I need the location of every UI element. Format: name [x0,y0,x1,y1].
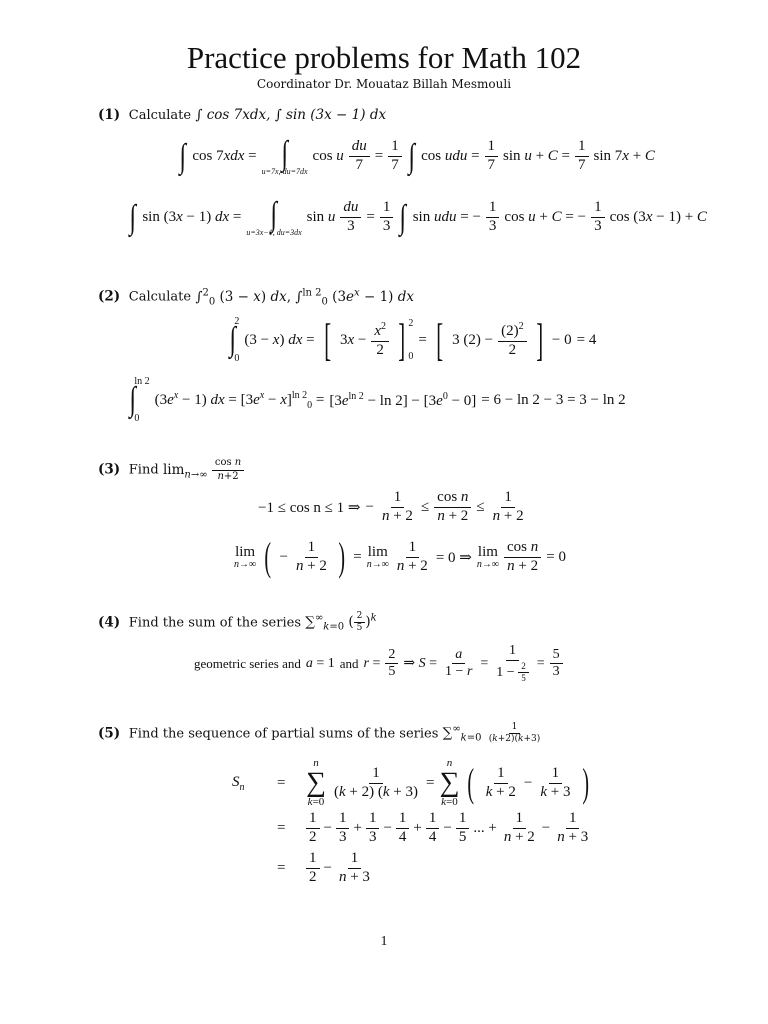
problem-3-bounds: −1 ≤ cos n ≤ 1 ⇒ − $\frac{1}{n + 2}$ ≤ $\frac{\text{cos n}}{n + 2}$ ≤ $\frac{1}{n + 2}$ [258,489,524,524]
problem-3-limit: lim n→∞ ( − $\frac{1}{n + 2}$ ) = lim n→∞ $\frac{1}{n + 2}$ = 0 ⇒ lim n→∞ $\frac{\text{cos n}}{n + 2}$ = 0 [234,534,566,579]
page-title: Practice problems for Math 102 [186,40,582,75]
problem-1-substitution-b: u=3x−1, du=3dx [246,228,302,237]
problem-4-statement: geometric series and [194,655,301,671]
problem-2-result-b: = 6 − ln 2 − 3 = 3 − ln 2 [481,391,626,408]
problem-1-number: (1) [98,107,121,123]
problem-4-heading [98,612,377,634]
problem-3-prompt: Find [128,462,159,478]
problem-4-prompt: Find the sum of the series [128,615,301,631]
problem-5-prompt-math: $\sum^\infty_{k=0}$ $\frac{1}{(k+2)(k+3)}$ [442,722,541,745]
problem-2-result-a: = 4 [576,331,597,348]
problem-2-solution-b: ∫ ln 2 0 $(3e^x - 1)$ dx = $[3e^x - x]^{ln 2}_0$ = $[3e^{ln 2} - \ln 2] - [3e^0 - 0]$ = 6 − ln 2 − 3 = 3 − ln 2 [129,376,626,424]
problem-1-solution-a: ∫ cos 7xdx = ∫ u=7x, du=7dx cos u $\frac{du}{7}$ = $\frac{1}{7}$ ∫ cos udu = $\frac{1}{7}$ sin u + C = $\frac{1}{7}$ sin 7x + C [179,135,655,176]
problem-1-substitution-a: u=7x, du=7dx [261,167,308,176]
problem-3-bounds-text: −1 ≤ cos n ≤ 1 ⇒ [258,499,361,516]
problem-5-solution: $S_n$ = n ∑ k=0 $\frac{1}{(k + 2) (k + 3)}$ = n ∑ k=0 ( $\frac{1}{k + 2}$ − $\frac{1}{k + 3}$ ) = $\frac{1}{2}$ − $\frac{1}{3}$ + $\frac{1}{3}$ − $\frac{1}{4}$ + $\frac{1}{4}$ − $\frac{1}{5}$ ... + $\frac{1}{n + 2}$ − $\frac{1}{n + 3}$ = $\frac{1}{2}$ − $\frac{1}{n + 3}$ [232,757,589,885]
problem-4-number: (4) [98,614,121,631]
problem-1-heading [98,107,386,123]
problem-4-prompt-math: $\sum^\infty_{k=0}$ ( $\frac{2}{5}$ )$^k$ [305,611,377,634]
problem-4-and: and [339,655,359,671]
problem-5-heading [98,723,543,745]
problem-5-prompt: Find the sequence of partial sums of the series [128,726,439,742]
problem-4-solution: geometric series and a = 1 and r = $\frac{2}{5}$ ⇒ S = $\frac{a}{1 - r}$ = 1 1 − $\frac{2}{5}$ = $\frac{5}{3}$ [194,644,563,684]
page-number: 1 [380,934,388,949]
problem-2-heading [98,287,414,307]
problem-1-prompt-math: ∫ cos 7xdx, ∫ sin (3x − 1) dx [195,107,387,123]
page-subtitle: Coordinator Dr. Mouataz Billah Mesmouli [256,77,512,91]
problem-2-prompt-math: ∫$^2_0$ (3 − x) dx, ∫$^{ln 2}_0$ $(3e^x - 1)$ dx [195,287,414,308]
problem-3-number: (3) [98,461,121,478]
problem-2-prompt: Calculate [128,289,192,305]
problem-1-prompt: Calculate [128,108,192,123]
problem-5-number: (5) [98,725,121,742]
problem-3-heading [98,458,244,482]
problem-2-solution-a: ∫ 2 0 (3 − x) dx = [ 3x − $\frac{x^2}{2}$ ] 2 0 = [ 3 (2) − $\frac{(2)^2}{2}$ ] − 0 = 4 [229,314,597,365]
problem-3-prompt-math: $\lim_{n\to\infty}$ $\frac{\text{cos n}}{n+2}$ [163,462,244,478]
problem-1-solution-b: ∫ sin (3x − 1) dx = ∫ u=3x−1, du=3dx sin u $\frac{du}{3}$ = $\frac{1}{3}$ ∫ sin udu = − $\frac{1}{3}$ cos u + C = − $\frac{1}{3}$ cos (3x − 1) + C [129,196,707,237]
problem-2-number: (2) [98,288,121,305]
